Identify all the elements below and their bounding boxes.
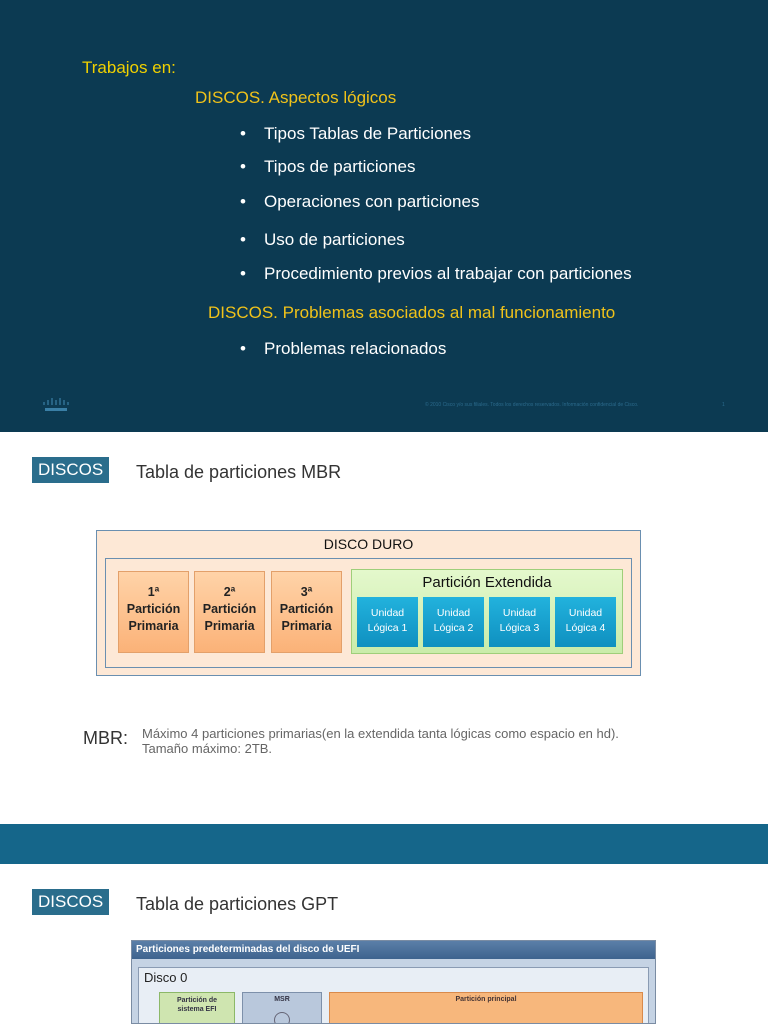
primary-partition: 2ª Partición Primaria (194, 571, 265, 653)
disk-icon (274, 1012, 290, 1024)
main-partition: Partición principal (329, 992, 643, 1024)
list-item: • Operaciones con particiones (240, 192, 480, 211)
extended-title: Partición Extendida (422, 574, 552, 591)
footer-copyright: © 2010 Cisco y/o sus filiales. Todos los derechos reservados. Información confidencial de Cisco. (425, 402, 639, 408)
section-heading-problems: DISCOS. Problemas asociados al mal funcionamiento (208, 303, 616, 322)
list-item: • Problemas relacionados (240, 339, 447, 358)
logical-unit: Unidad Lógica 3 (489, 597, 550, 647)
disk-inner (105, 558, 632, 668)
gpt-disk-body (138, 967, 649, 1024)
slide-title: Trabajos en: (82, 58, 176, 77)
list-item: • Tipos de particiones (240, 157, 416, 176)
logical-unit: Unidad Lógica 2 (423, 597, 484, 647)
efi-partition: Partición de sistema EFI (159, 992, 235, 1024)
page-title: Tabla de particiones GPT (136, 894, 339, 914)
msr-partition: MSR (242, 992, 322, 1024)
window-title: Particiones predeterminadas del disco de UEFI (132, 941, 655, 959)
mbr-description: Máximo 4 particiones primarias(en la extendida tanta lógicas como espacio en hd). Tamaño máximo: 2TB. (142, 726, 619, 756)
primary-partition: 1ª Partición Primaria (118, 571, 189, 653)
slide-divider-band (0, 824, 768, 864)
list-item: • Uso de particiones (240, 230, 405, 249)
list-item: • Procedimiento previos al trabajar con particiones (240, 264, 632, 283)
extended-partition (351, 569, 623, 654)
mbr-disk-diagram (96, 530, 641, 676)
section-heading-logical: DISCOS. Aspectos lógicos (195, 88, 397, 107)
disk-title: DISCO DURO (323, 536, 414, 552)
section-tag: DISCOS (32, 457, 109, 483)
slide-agenda (0, 0, 768, 432)
disk-label: Disco 0 (144, 970, 188, 985)
section-tag: DISCOS (32, 889, 109, 915)
logical-unit: Unidad Lógica 1 (357, 597, 418, 647)
page-title: Tabla de particiones MBR (136, 462, 342, 482)
logical-unit: Unidad Lógica 4 (555, 597, 616, 647)
mbr-label: MBR: (83, 728, 128, 748)
primary-partition: 3ª Partición Primaria (271, 571, 342, 653)
cisco-logo-icon (42, 397, 72, 413)
list-item: • Tipos Tablas de Particiones (240, 124, 471, 143)
gpt-disk-window (131, 940, 656, 1024)
page-number: 1 (722, 402, 725, 408)
